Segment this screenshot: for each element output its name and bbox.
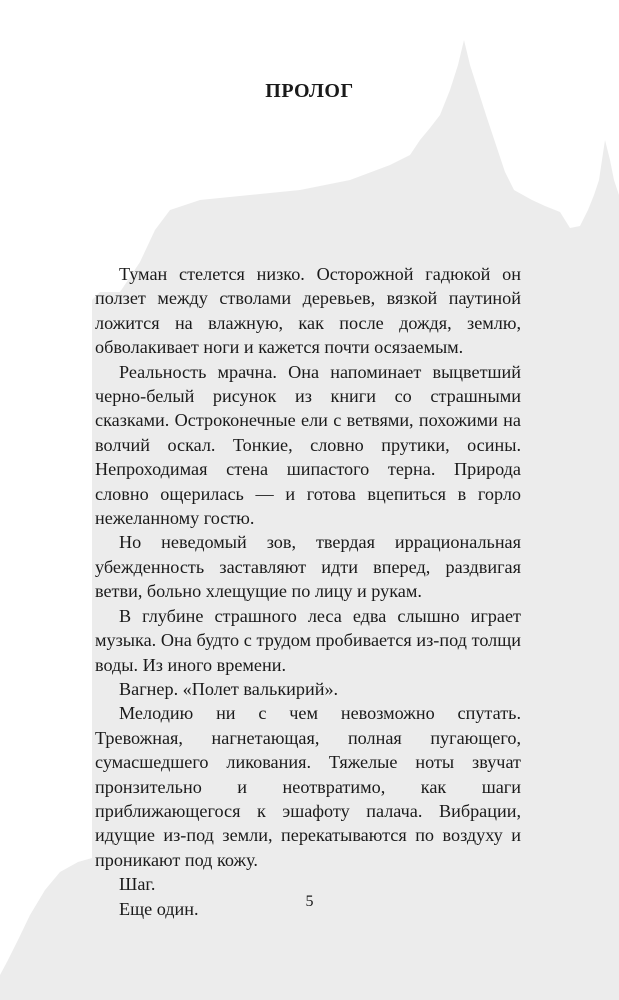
chapter-title: ПРОЛОГ [265,80,354,102]
paragraph: Туман стелется низко. Осторожной гадюкой он ползет между стволами деревьев, вязкой паутиной ложится на влажную, как после дождя, землю, обволакивает ноги и кажется почти осязаемым. [95,264,521,358]
paragraph: Но неведомый зов, твердая иррациональная убежденность заставляют идти вперед, раздвигая ветви, больно хлещущие по лицу и рукам. [95,532,521,602]
chapter-body [95,262,521,921]
page-number: 5 [305,893,314,910]
paragraph: В глубине страшного леса едва слышно играет музыка. Она будто с трудом пробивается из-под толщи воды. Из иного времени. [95,605,521,675]
paragraph: Мелодию ни с чем невозможно спутать. Тревожная, нагнетающая, полная пугающего, сумасшедшего ликования. Тяжелые ноты звучат пронзительно и неотвратимо, как шаги приближающегося к эшафоту палача. Вибрации, идущие из-под земли, перекатываются по воздуху и проникают под кожу. [95,703,521,870]
paragraph: Еще один. [119,898,199,919]
paragraph: Шаг. [119,874,156,895]
paragraph: Вагнер. «Полет валькирий». [119,678,339,699]
paragraph: Реальность мрачна. Она напоминает выцветший черно-белый рисунок из книги со страшными сказками. Остроконечные ели с ветвями, похожими на волчий оскал. Тонкие, словно прутики, осины. Непроходимая стена шипастого терна. Природа словно ощерилась — и готова вцепиться в горло нежеланному гостю. [95,361,521,529]
